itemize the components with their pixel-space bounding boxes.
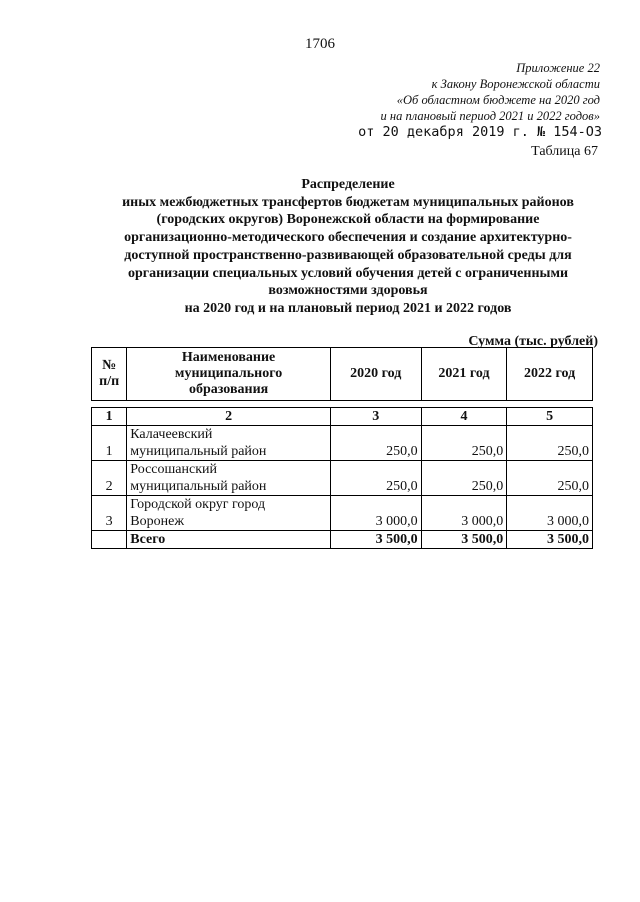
name-line: Городской округ город [130,497,266,512]
column-number: 1 [92,408,127,426]
header-2022: 2022 год [507,348,593,401]
header-2020: 2020 год [330,348,421,401]
table-row [92,426,593,461]
value-2020: 3 000,0 [330,496,421,531]
total-empty-cell [92,531,127,549]
name-line: Калачеевский [130,427,213,442]
municipality-name [127,496,331,531]
value-2021: 250,0 [421,426,507,461]
name-line: муниципальный район [130,479,267,494]
column-number-row [92,408,593,426]
header-name-line: Наименование [181,350,276,365]
total-2021: 3 500,0 [421,531,507,549]
column-number: 4 [421,408,507,426]
title-line: возможностями здоровья [268,283,428,299]
table-row [92,461,593,496]
appendix-line: к Закону Воронежской области [431,77,600,91]
value-2020: 250,0 [330,461,421,496]
municipality-name [127,461,331,496]
title-line: доступной пространственно-развивающей образовательной среды для [124,247,572,263]
row-number: 2 [92,461,127,496]
municipality-name [127,426,331,461]
column-number: 2 [127,408,331,426]
appendix-line: и на плановый период 2021 и 2022 годов» [380,109,600,123]
header-num-line: № [102,358,117,373]
total-row [92,531,593,549]
header-2021: 2021 год [421,348,507,401]
title-line: на 2020 год и на плановый период 2021 и 2022 годов [184,300,512,316]
total-2022: 3 500,0 [507,531,593,549]
header-name [127,348,331,401]
header-name-line: муниципального [174,366,283,381]
table-label: Таблица 67 [531,144,598,159]
value-2022: 250,0 [507,426,593,461]
law-date-number: от 20 декабря 2019 г. № 154-ОЗ [358,124,602,140]
row-number: 3 [92,496,127,531]
value-2020: 250,0 [330,426,421,461]
name-line: муниципальный район [130,444,267,459]
table-row [92,496,593,531]
page-number: 1706 [305,36,335,52]
sum-unit-label: Сумма (тыс. рублей) [468,334,598,349]
row-number: 1 [92,426,127,461]
title-line: Распределение [301,177,395,192]
document-title [88,176,608,318]
distribution-table [91,407,593,549]
table-header [91,347,593,401]
title-line: организационно-методического обеспечения и создание архитектурно- [124,230,572,246]
name-line: Воронеж [130,514,184,529]
value-2022: 3 000,0 [507,496,593,531]
total-2020: 3 500,0 [330,531,421,549]
name-line: Россошанский [130,462,217,477]
header-name-line: образования [188,382,269,397]
column-number: 3 [330,408,421,426]
header-num-line: п/п [99,374,120,389]
appendix-reference [381,60,600,124]
value-2021: 250,0 [421,461,507,496]
value-2022: 250,0 [507,461,593,496]
appendix-line: Приложение 22 [516,61,600,75]
value-2021: 3 000,0 [421,496,507,531]
title-line: (городских округов) Воронежской области на формирование [156,212,540,228]
title-line: иных межбюджетных трансфертов бюджетам муниципальных районов [122,194,574,210]
title-line: организации специальных условий обучения детей с ограниченными [127,265,569,281]
column-number: 5 [507,408,593,426]
appendix-line: «Об областном бюджете на 2020 год [396,93,600,107]
header-num [92,348,127,401]
total-label: Всего [127,531,331,549]
